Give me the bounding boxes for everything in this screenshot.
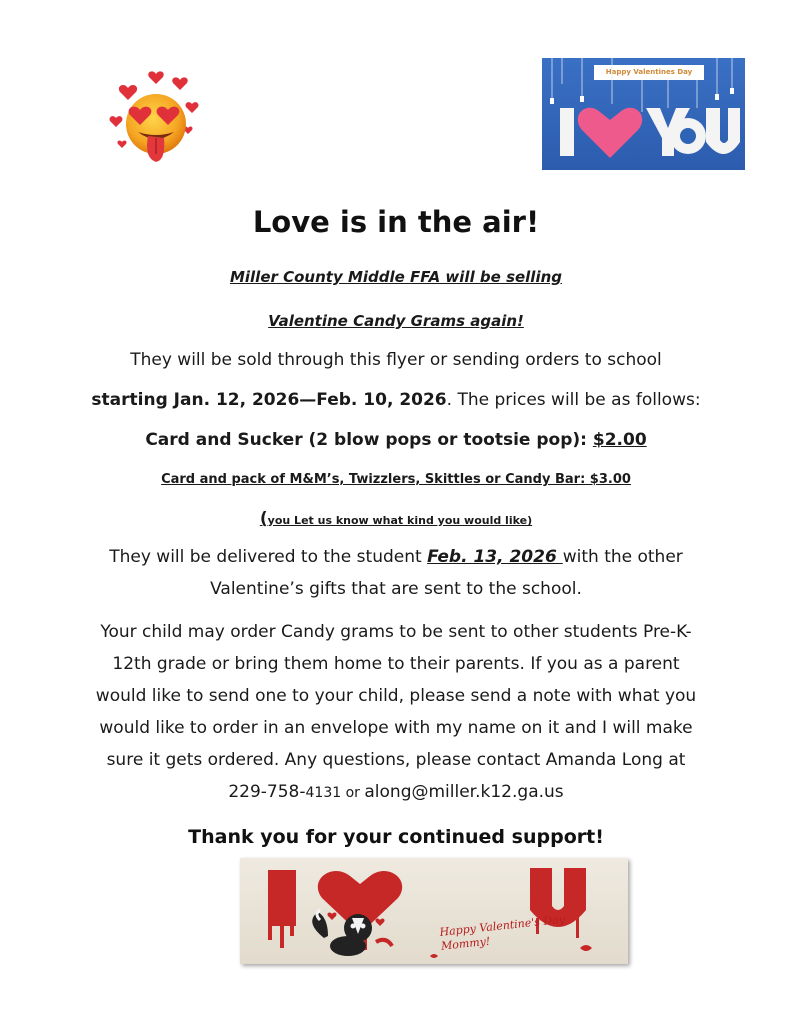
delivery-date: Feb. 13, 2026 xyxy=(427,547,563,567)
details-line-4: would like to order in an envelope with my name on it and I will make xyxy=(99,718,693,738)
phone-prefix: 229-758- xyxy=(228,782,306,802)
intro-line-1: Miller County Middle FFA will be selling xyxy=(229,268,563,286)
price-note-paren: ( xyxy=(259,509,268,529)
sale-line-1: They will be sold through this flyer or sending orders to school xyxy=(130,350,662,370)
delivery-line-2: Valentine’s gifts that are sent to the school. xyxy=(210,579,582,599)
valentine-banner: Happy Valentines Day xyxy=(594,65,704,80)
price-item-2: Card and pack of M&M’s, Twizzlers, Skittles or Candy Bar: $3.00 xyxy=(161,472,631,487)
price-note-text: you Let us know what kind you would like) xyxy=(267,514,533,527)
sale-line-2 xyxy=(0,390,792,410)
delivery-line-1 xyxy=(0,547,792,567)
footer-art-text: Happy Valentine's Day Mommy! xyxy=(438,912,566,953)
contact-line xyxy=(0,782,792,802)
or-text: or xyxy=(341,785,365,801)
delivery-suffix: with the other xyxy=(562,547,683,567)
heart-eyes-tongue-emoji-icon xyxy=(108,66,204,176)
intro-line-2: Valentine Candy Grams again! xyxy=(268,312,524,330)
details-line-2: 12th grade or bring them home to their parents. If you as a parent xyxy=(112,654,680,674)
delivery-prefix: They will be delivered to the student xyxy=(109,547,428,567)
phone-suffix: 4131 xyxy=(305,785,342,801)
sale-dates: starting Jan. 12, 2026—Feb. 10, 2026 xyxy=(91,390,447,410)
i-love-you-graphic-icon xyxy=(542,58,745,170)
price-item-1-price: $2.00 xyxy=(592,430,647,450)
skunk-i-love-u-graphic-icon xyxy=(240,858,628,964)
price-note xyxy=(0,509,792,529)
contact-email[interactable]: along@miller.k12.ga.us xyxy=(364,782,564,802)
details-line-5: sure it gets ordered. Any questions, please contact Amanda Long at xyxy=(106,750,686,770)
details-line-3: would like to send one to your child, please send a note with what you xyxy=(95,686,697,706)
price-item-1-label: Card and Sucker (2 blow pops or tootsie pop): xyxy=(145,430,593,450)
price-item-1 xyxy=(0,430,792,450)
sale-dates-suffix: . The prices will be as follows: xyxy=(446,390,701,410)
thank-you-text: Thank you for your continued support! xyxy=(188,826,604,848)
details-line-1: Your child may order Candy grams to be sent to other students Pre-K- xyxy=(100,622,692,642)
page-title: Love is in the air! xyxy=(252,205,540,239)
